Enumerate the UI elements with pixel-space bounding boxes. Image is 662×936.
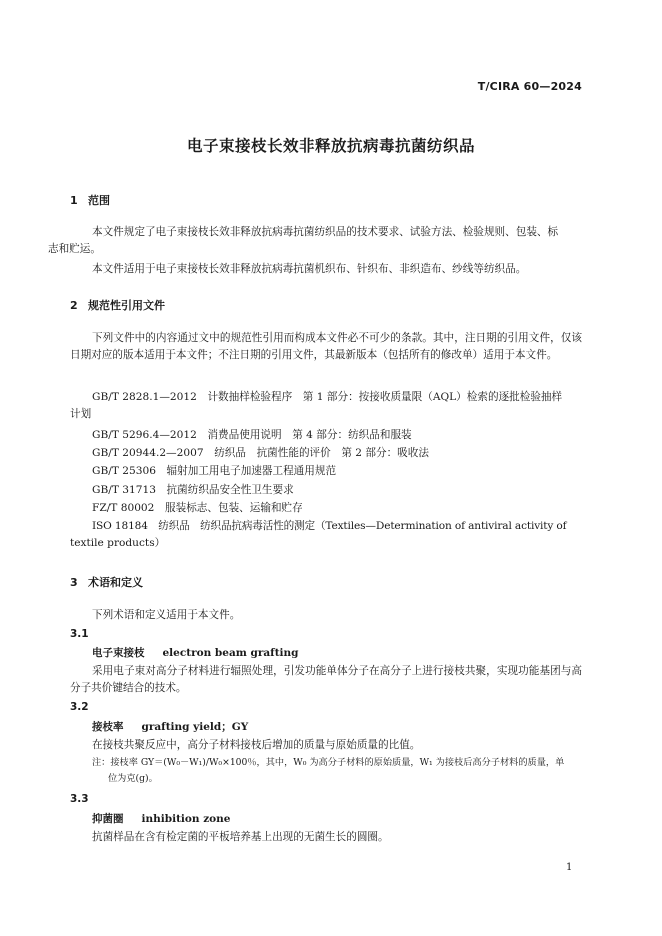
section-number: 3: [70, 576, 78, 589]
reference-text-continued: textile products）: [70, 537, 166, 549]
term-definition: 在接枝共聚反应中，高分子材料接枝后增加的质量与原始质量的比值。: [92, 739, 421, 751]
document-title: 电子束接枝长效非释放抗病毒抗菌纺织品: [186, 137, 475, 155]
section-3-intro: 下列术语和定义适用于本文件。: [92, 609, 241, 621]
reference-item: GB/T 25306 辐射加工用电子加速器工程通用规范: [92, 465, 337, 477]
term-chinese: 接枝率: [92, 721, 124, 733]
term-english: grafting yield；GY: [141, 721, 249, 733]
term-heading: [92, 811, 231, 826]
term-heading: [92, 645, 299, 660]
term-english: electron beam grafting: [162, 647, 299, 659]
term-english: inhibition zone: [141, 813, 231, 825]
section-3-heading: [70, 574, 143, 590]
reference-text: ISO 18184 纺织品 纺织品抗病毒活性的测定（Textiles—Determination of antiviral activity of: [92, 520, 567, 532]
term-chinese: 电子束接枝: [92, 647, 145, 659]
section-1-paragraph-2: 本文件适用于电子束接枝长效非释放抗病毒抗菌机织布、针织布、非织造布、纱线等纺织品。: [92, 263, 527, 275]
reference-item: GB/T 5296.4—2012 消费品使用说明 第 4 部分：纺织品和服装: [92, 429, 412, 441]
note-text-continued: 位为克(g)。: [108, 773, 158, 784]
section-2-intro: 下列文件中的内容通过文中的规范性引用而构成本文件必不可少的条款。其中，注日期的引用文件，仅该日期对应的版本适用于本文件；不注日期的引用文件，其最新版本（包括所有的修改单）适用于本文件。: [70, 332, 582, 361]
term-number: 3.3: [70, 793, 89, 805]
reference-item: [70, 518, 582, 552]
section-1-heading: [70, 192, 110, 208]
term-chinese: 抑菌圈: [92, 813, 124, 825]
section-2-heading: [70, 297, 165, 313]
term-definition: 抗菌样品在含有检定菌的平板培养基上出现的无菌生长的圆圈。: [92, 831, 389, 843]
term-definition: 采用电子束对高分子材料进行辐照处理，引发功能单体分子在高分子上进行接枝共聚，实现功能基团与高分子共价键结合的技术。: [70, 665, 582, 694]
text-line: 志和贮运。: [48, 243, 101, 255]
term-heading: [92, 719, 248, 734]
section-title: 术语和定义: [88, 576, 143, 589]
page-number: 1: [566, 862, 573, 873]
term-number: 3.1: [70, 628, 89, 640]
term-number: 3.2: [70, 701, 89, 713]
reference-text-continued: 计划: [70, 408, 92, 420]
text-line: 本文件规定了电子束接枝长效非释放抗病毒抗菌纺织品的技术要求、试验方法、检验规则、包装、标: [92, 226, 559, 238]
reference-item: FZ/T 80002 服装标志、包装、运输和贮存: [92, 502, 303, 514]
section-title: 规范性引用文件: [88, 299, 165, 312]
section-number: 2: [70, 299, 78, 312]
section-title: 范围: [88, 194, 110, 207]
reference-item: GB/T 31713 抗菌纺织品安全性卫生要求: [92, 484, 294, 496]
reference-text: GB/T 2828.1—2012 计数抽样检验程序 第 1 部分：按接收质量限（AQL）检索的逐批检验抽样: [92, 391, 563, 403]
reference-item: GB/T 20944.2—2007 纺织品 抗菌性能的评价 第 2 部分：吸收法: [92, 447, 429, 459]
standard-number: T/CIRA 60—2024: [477, 80, 582, 93]
term-note: [92, 755, 582, 787]
section-number: 1: [70, 194, 78, 207]
section-1-paragraph-1: [48, 224, 582, 258]
reference-item: [70, 389, 582, 423]
note-text: 注：接枝率 GY＝(W₀－W₁)/W₀×100％，其中，W₀ 为高分子材料的原始质量，W₁ 为接枝后高分子材料的质量，单: [92, 757, 565, 768]
